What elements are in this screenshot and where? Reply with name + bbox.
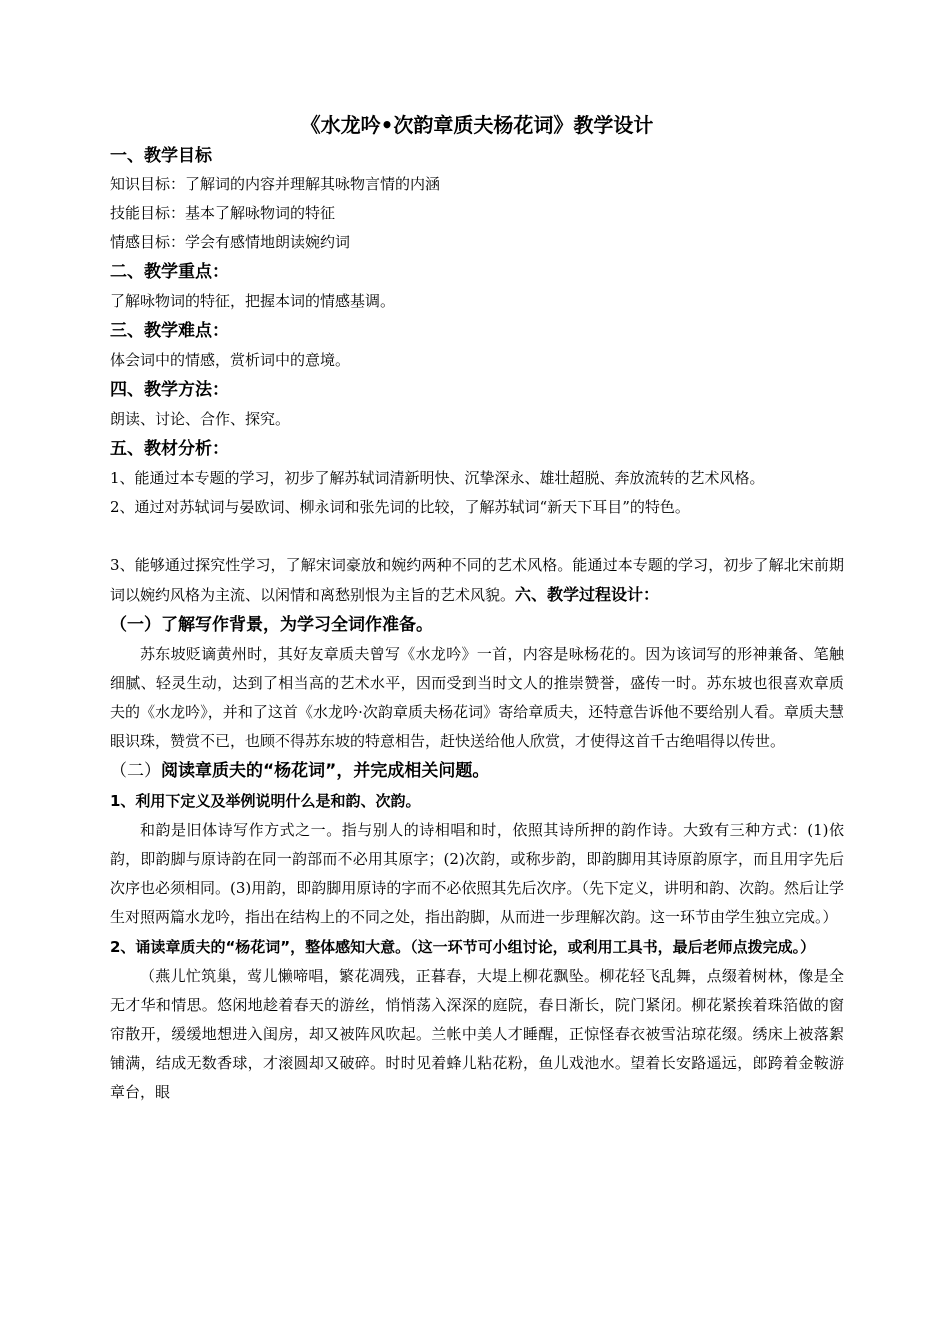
method-text: 朗读、讨论、合作、探究。	[110, 410, 291, 428]
focus-text: 了解咏物词的特征，把握本词的情感基调。	[110, 292, 396, 310]
question-2-text: （燕儿忙筑巢，莺儿懒啼唱，繁花凋残，正暮春，大堤上柳花飘坠。柳花轻飞乱舞，点缀着树林，像是全无才华和情思。悠闲地趁着春天的游丝，悄悄荡入深深的庭院，春日渐长，院门紧闭。柳花紧挨着珠箔做的窗帘散开，缓缓地想进入闺房，却又被阵风吹起。兰帐中美人才睡醒，正惊怪春衣被雪沾琼花缀。绣床上被落絮铺满，结成无数香球，才滚圆却又破碎。时时见着蜂儿粘花粉，鱼儿戏池水。望着长安路遥远，郎跨着金鞍游章台，眼	[110, 967, 844, 1101]
subsection-reading-number: （二）	[110, 761, 161, 781]
blank-line	[110, 522, 844, 551]
question-1-text: 和韵是旧体诗写作方式之一。指与别人的诗相唱和时，依照其诗所押的韵作诗。大致有三种方式：(1)依韵，即韵脚与原诗韵在同一韵部而不必用其原字；(2)次韵，或称步韵，即韵脚用其诗原韵原字，而且用字先后次序也必须相同。(3)用韵，即韵脚用原诗的字而不必依照其先后次序。（先下定义，讲明和韵、次韵。然后让学生对照两篇水龙吟，指出在结构上的不同之处，指出韵脚，从而进一步理解次韵。这一环节由学生独立完成。）	[110, 821, 844, 926]
section-heading-difficulty: 三、教学难点：	[110, 321, 229, 341]
objective-knowledge: 知识目标：了解词的内容并理解其咏物言情的内涵	[110, 175, 441, 193]
subsection-reading-title: 阅读章质夫的“杨花词”，并完成相关问题。	[161, 761, 490, 781]
section-heading-process: 六、教学过程设计：	[515, 585, 660, 604]
background-text: 苏东坡贬谪黄州时，其好友章质夫曾写《水龙吟》一首，内容是咏杨花的。因为该词写的形神兼备、笔触细腻、轻灵生动，达到了相当高的艺术水平，因而受到当时文人的推崇赞誉，盛传一时。苏东坡也很喜欢章质夫的《水龙吟》，并和了这首《水龙吟·次韵章质夫杨花词》寄给章质夫，还特意告诉他不要给别人看。章质夫慧眼识珠，赞赏不已，也顾不得苏东坡的特意相告，赶快送给他人欣赏，才使得这首千古绝唱得以传世。	[110, 645, 844, 750]
analysis-point-3	[110, 551, 844, 610]
difficulty-text: 体会词中的情感，赏析词中的意境。	[110, 351, 351, 369]
section-heading-objectives: 一、教学目标	[110, 146, 212, 166]
question-2: 2、诵读章质夫的“杨花词”，整体感知大意。（这一环节可小组讨论，或利用工具书，最后老师点拨完成。）	[110, 938, 816, 956]
analysis-point-3-text: 3、能够通过探究性学习，了解宋词豪放和婉约两种不同的艺术风格。能通过本专题的学习，初步了解北宋前期词以婉约风格为主流、以闲情和离愁别恨为主旨的艺术风貌。	[110, 556, 844, 604]
objective-emotion: 情感目标：学会有感情地朗读婉约词	[110, 233, 351, 251]
objective-skill: 技能目标：基本了解咏物词的特征	[110, 204, 336, 222]
subsection-background: （一）了解写作背景，为学习全词作准备。	[110, 615, 433, 635]
section-heading-focus: 二、教学重点：	[110, 262, 229, 282]
analysis-point-2: 2、通过对苏轼词与晏欧词、柳永词和张先词的比较，了解苏轼词“新天下耳目”的特色。	[110, 498, 690, 516]
section-heading-method: 四、教学方法：	[110, 380, 229, 400]
document-title: 《水龙吟•次韵章质夫杨花词》教学设计	[300, 113, 654, 137]
analysis-point-1: 1、能通过本专题的学习，初步了解苏轼词清新明快、沉挚深永、雄壮超脱、奔放流转的艺术风格。	[110, 469, 765, 487]
section-heading-analysis: 五、教材分析：	[110, 439, 229, 459]
question-1: 1、利用下定义及举例说明什么是和韵、次韵。	[110, 792, 421, 810]
subsection-reading	[110, 756, 844, 786]
document-page	[110, 108, 844, 1107]
